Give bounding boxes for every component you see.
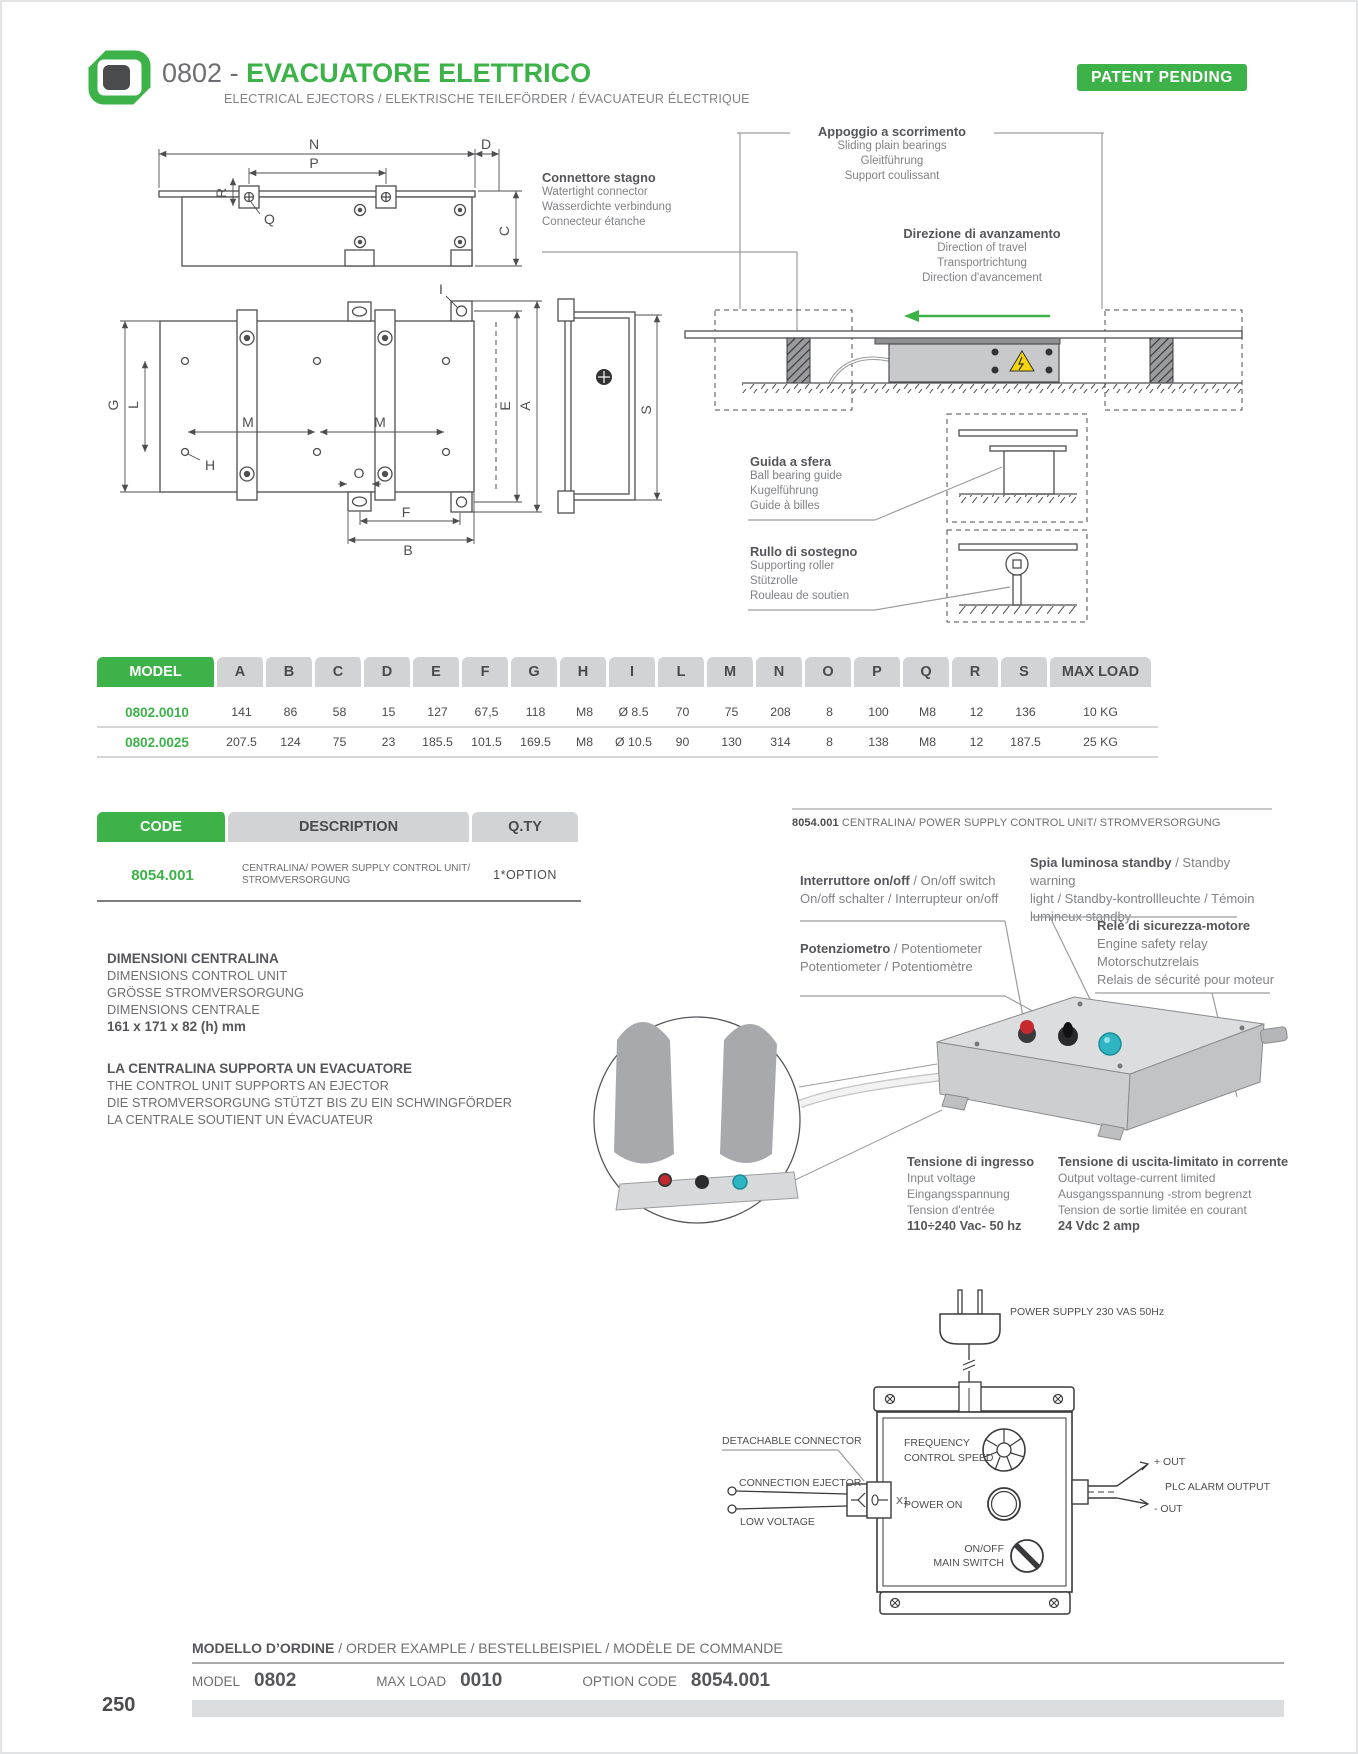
minus-out-label: - OUT: [1154, 1503, 1183, 1515]
patent-pending-badge: PATENT PENDING: [1077, 64, 1247, 91]
model-table-row: 0802.0010 141 86 58 15 127 67,5 118 M8 Ø 8.5 70 75 208 8 100 M8 12 136 10 KG: [97, 698, 1158, 728]
detachable-connector-label: DETACHABLE CONNECTOR: [722, 1435, 862, 1447]
main-switch-label-2: MAIN SWITCH: [933, 1557, 1004, 1569]
dim-M1: M: [242, 414, 254, 430]
brand-logo-icon: [87, 50, 153, 106]
max-load-header-cell: MAX LOAD: [1050, 657, 1151, 687]
dim-H: H: [205, 457, 216, 473]
dim-G: G: [105, 399, 121, 411]
control-unit-box: [937, 997, 1288, 1140]
dim-Q: Q: [264, 211, 275, 227]
dim-M2: M: [374, 414, 386, 430]
hands-inset: [594, 1017, 800, 1223]
model-table-row: 0802.0025 207.5 124 75 23 185.5 101.5 169.5 M8 Ø 10.5 90 130 314 8 138 M8 12 187.5 25 KG: [97, 728, 1158, 758]
side-profile-view: [558, 299, 662, 513]
footer-bar: [192, 1700, 1284, 1717]
model-table-header: MODEL A B C D E F G H I L M N O P Q R S MAX LOAD: [97, 657, 1158, 687]
control-unit-dimensions-block: DIMENSIONI CENTRALINA DIMENSIONS CONTROL UNIT GRÖSSE STROMVERSORGUNG DIMENSIONS CENTRALE 161 x 171 x 82 (h) mm: [107, 951, 304, 1034]
page-number: 250: [102, 1694, 136, 1716]
frequency-label-2: CONTROL SPEED: [904, 1452, 994, 1464]
callout-ball-bearing-guide: Guida a sfera Ball bearing guide Kugelführung Guide à billes: [750, 454, 843, 512]
input-voltage-block: Tensione di ingresso Input voltage Eingangsspannung Tension d'entrée 110÷240 Vac- 50 hz: [907, 1154, 1035, 1233]
callout-direction-of-travel: Direzione di avanzamento Direction of travel Transportrichtung Direction d'avancement: [903, 226, 1061, 284]
product-code: 0802 -: [162, 58, 247, 88]
order-optioncode-label: OPTION CODE: [582, 1674, 677, 1689]
model-table: [97, 657, 1158, 758]
dim-P: P: [309, 155, 319, 171]
control-unit-supports-block: LA CENTRALINA SUPPORTA UN EVACUATORE THE CONTROL UNIT SUPPORTS AN EJECTOR DIE STROMVERSORGUNG STÜTZT BIS ZU EIN SCHWINGFÖRDER LA CENTRALE SOUTIENT UN ÉVACUATEUR: [107, 1061, 513, 1127]
code-table-row: 8054.001 CENTRALINA/ POWER SUPPLY CONTROL UNIT/ STROMVERSORGUNG 1*OPTION: [97, 850, 581, 902]
control-unit-caption: 8054.001 CENTRALINA/ POWER SUPPLY CONTROL UNIT/ STROMVERSORGUNG: [792, 808, 1272, 829]
connection-ejector-label: CONNECTION EJECTOR: [739, 1477, 862, 1489]
order-divider: [192, 1662, 1284, 1664]
dim-I: I: [439, 281, 443, 297]
page-subtitle: ELECTRICAL EJECTORS / ELEKTRISCHE TEILEFÖRDER / ÉVACUATEUR ÉLECTRIQUE: [224, 92, 750, 106]
dim-E: E: [497, 401, 513, 411]
callout-potentiometer: Potenziometro / Potentiometer Potentiometer / Potentiomètre: [800, 941, 983, 974]
dim-A: A: [517, 401, 533, 411]
output-voltage-block: Tensione di uscita-limitato in corrente Output voltage-current limited Ausgangsspannung -strom begrenzt Tension de sortie limitée en courant 24 Vdc 2 amp: [1058, 1154, 1289, 1233]
order-example-title: MODELLO D’ORDINE / ORDER EXAMPLE / BESTELLBEISPIEL / MODÈLE DE COMMANDE: [192, 1640, 783, 1656]
x1-label: X1: [896, 1495, 909, 1507]
power-on-lamp: [988, 1488, 1020, 1520]
dim-F: F: [401, 504, 411, 520]
technical-drawings: [82, 117, 1292, 642]
power-supply-label: POWER SUPPLY 230 VAS 50Hz: [1010, 1306, 1165, 1318]
dim-S: S: [638, 405, 654, 415]
order-maxload-value: 0010: [460, 1670, 503, 1691]
model-header-cell: MODEL: [97, 657, 217, 687]
dim-B: B: [403, 542, 413, 558]
dim-R: R: [213, 187, 229, 199]
callout-onoff-switch: Interruttore on/off / On/off switch On/off schalter / Interrupteur on/off: [800, 873, 999, 906]
order-model-value: 0802: [254, 1670, 297, 1691]
order-maxload-label: MAX LOAD: [376, 1674, 447, 1689]
wiring-diagram: [642, 1270, 1302, 1640]
plc-output-cable: [1072, 1462, 1148, 1508]
main-switch: [1011, 1540, 1043, 1572]
callout-watertight-connector: Connettore stagno Watertight connector Wasserdichte verbindung Connecteur étanche: [542, 170, 672, 228]
callout-standby-light: Spia luminosa standby / Standby warning light / Standby-kontrollleuchte / Témoin lumineux standby: [1030, 855, 1255, 924]
page-title: [162, 58, 591, 89]
code-table-header: CODE DESCRIPTION Q.TY: [97, 812, 581, 842]
frequency-knob: [983, 1429, 1025, 1471]
frequency-label-1: FREQUENCY: [904, 1437, 970, 1449]
order-example-row: [192, 1670, 770, 1692]
callout-sliding-bearings: Appoggio a scorrimento Sliding plain bearings Gleitführung Support coulissant: [818, 124, 966, 182]
plus-out-label: + OUT: [1154, 1456, 1186, 1468]
dim-D: D: [480, 136, 492, 152]
plan-view: [105, 281, 542, 558]
elevation-view: [159, 136, 522, 266]
dim-N: N: [308, 136, 320, 152]
callout-safety-relay: Relè di sicurezza-motore Engine safety relay Motorschutzrelais Relais de sécurité pour moteur: [1097, 918, 1275, 987]
low-voltage-label: LOW VOLTAGE: [740, 1516, 815, 1528]
callout-supporting-roller: Rullo di sostegno Supporting roller Stützrolle Rouleau de soutien: [750, 544, 858, 602]
order-optioncode-value: 8054.001: [690, 1670, 771, 1691]
main-switch-label-1: ON/OFF: [964, 1543, 1004, 1555]
power-plug: [940, 1290, 1000, 1388]
power-on-label: POWER ON: [904, 1499, 963, 1511]
standby-light: [1099, 1033, 1121, 1055]
option-code-table: [97, 812, 581, 902]
plc-alarm-label: PLC ALARM OUTPUT: [1165, 1481, 1271, 1493]
dim-L: L: [125, 401, 141, 409]
product-title: EVACUATORE ELETTRICO: [246, 58, 592, 88]
order-model-label: MODEL: [192, 1674, 241, 1689]
dim-O: O: [353, 465, 365, 481]
dim-C: C: [496, 225, 512, 237]
